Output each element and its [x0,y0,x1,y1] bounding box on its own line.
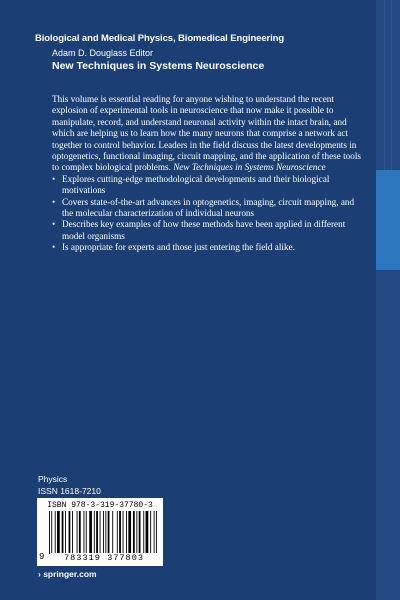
feature-item: • Describes key examples of how these methods have been applied in different model organisms [52,219,367,242]
barcode-bar [123,511,124,554]
ean-digits: 783319 377803 [51,553,157,563]
barcode-bar [96,511,98,554]
description-title-ref: New Techniques in Systems Neuroscience [173,162,326,173]
barcode-bar [51,511,52,554]
barcode-bar [84,511,85,554]
barcode-bar [72,511,73,554]
barcode-bar [89,511,92,554]
barcode-bar [108,511,110,554]
description-text: This volume is essential reading for anyone wishing to understand the recent explosion of experimental tools in neuroscience that now make it possible to manipulate, record, and understand neuronal activity within the intact brain, and which are helping us to learn how the many neurons that comprise a network act together to control behavior. Leaders in the field discuss the latest developments in optogenetics, functional imaging, circuit mapping, and the application of these tools to complex biological problems. [52,94,361,173]
spine-line [384,0,385,170]
barcode-bar [146,511,149,554]
barcode-bar [139,511,141,554]
barcode-bar [154,511,155,554]
series-title: Biological and Medical Physics, Biomedical Engineering [35,33,285,44]
barcode-bar [156,511,157,554]
ean-first-digit: 9 [39,552,45,562]
barcode-bar [112,511,113,554]
barcode-bar [105,511,106,554]
isbn-text: ISBN 978-3-319-37780-3 [47,501,153,510]
subject-label: Physics [38,474,68,484]
spine-accent-block [376,170,400,270]
barcode-bar [86,511,87,554]
spine-line [391,0,392,170]
barcode-bar [103,511,104,554]
barcode-panel [37,498,163,566]
barcode-bar [128,511,131,554]
barcode-bar [143,511,144,554]
barcode-bar [100,511,101,554]
barcode-bar [62,511,64,554]
publisher-link[interactable]: › springer.com [38,569,97,579]
barcode-bar [136,511,137,554]
barcode-bar [150,511,151,554]
barcode-bar [65,511,66,554]
barcode-bars [49,511,157,554]
feature-item: • Is appropriate for experts and those just entering the field alike. [52,242,367,253]
issn-label: ISSN 1618-7210 [38,486,101,496]
barcode-bar [57,511,60,554]
feature-list [52,174,367,254]
description-paragraph [52,94,367,174]
feature-item: • Explores cutting-edge methodological developments and their biological motivations [52,174,367,197]
barcode-bar [69,511,71,554]
feature-item: • Covers state-of-the-art advances in optogenetics, imaging, circuit mapping, and the molecular characterization of individual neurons [52,197,367,220]
editor-line: Adam D. Douglass Editor [52,48,154,58]
barcode-bar [126,511,127,554]
book-title: New Techniques in Systems Neuroscience [52,60,265,72]
barcode-bar [94,511,95,554]
barcode-bar [77,511,78,554]
barcode-bar [117,511,118,554]
barcode-bar [119,511,121,554]
barcode-bar [79,511,81,554]
description-block [52,94,367,254]
barcode-bar [49,511,50,554]
barcode-bar [55,511,56,554]
spine-strip [376,0,400,600]
barcode-bar [133,511,135,554]
